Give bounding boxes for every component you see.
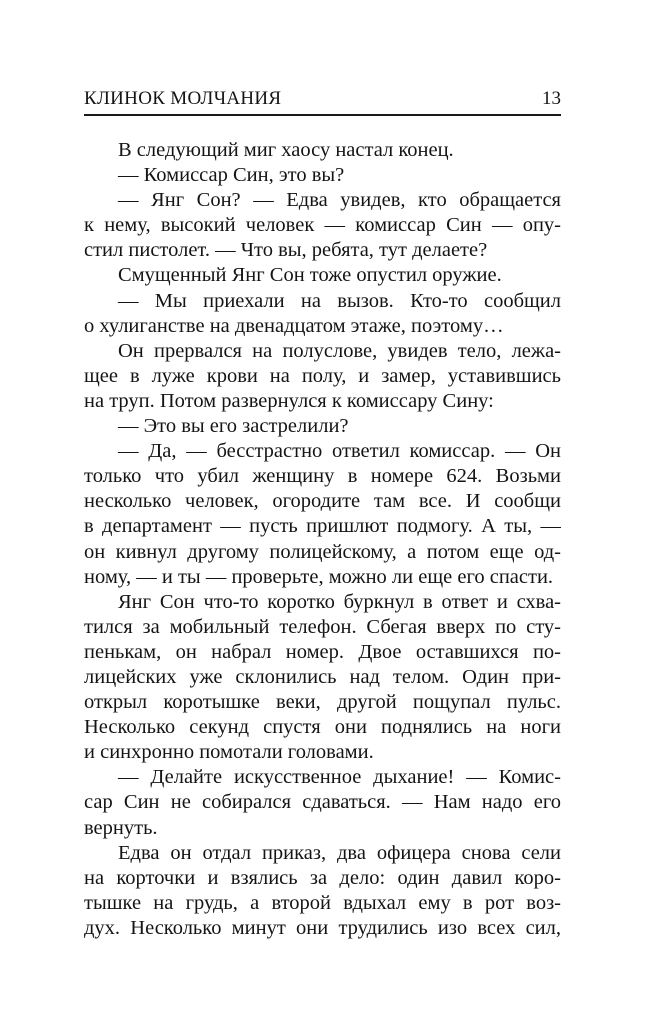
- text-line: — Это вы его застрелили?: [118, 415, 349, 438]
- running-header: [84, 84, 561, 116]
- text-line: Смущенный Янг Сон тоже опустил оружие.: [118, 264, 502, 287]
- text-line: открыл коротышке веки, другой пощупал пульс.: [84, 691, 561, 714]
- text-line: в департамент — пусть пришлют подмогу. А ты, —: [84, 515, 561, 538]
- page-number: 13: [542, 88, 561, 109]
- text-line: лицейских уже склонились над телом. Один при-: [84, 665, 561, 688]
- text-line: и синхронно помотали головами.: [84, 741, 374, 764]
- text-line: — Янг Сон? — Едва увидев, кто обращается: [118, 189, 561, 212]
- text-line: дух. Несколько минут они трудились изо всех сил,: [84, 916, 561, 939]
- text-line: вернуть.: [84, 816, 158, 839]
- text-line: сар Син не собирался сдаваться. — Нам надо его: [84, 791, 561, 814]
- text-line: тышке на грудь, а второй вдыхал ему в рот воз-: [84, 891, 561, 914]
- text-line: — Делайте искусственное дыхание! — Комис-: [118, 766, 561, 789]
- text-line: Несколько секунд спустя они поднялись на ноги: [84, 716, 561, 739]
- text-line: о хулиганстве на двенадцатом этаже, поэтому…: [84, 314, 504, 337]
- text-line: он кивнул другому полицейскому, а потом еще од-: [84, 540, 561, 563]
- text-line: пенькам, он набрал номер. Двое оставшихся по-: [84, 640, 561, 663]
- text-line: щее в луже крови на полу, и замер, уставившись: [84, 364, 561, 387]
- text-line: к нему, высокий человек — комиссар Син — опу-: [84, 214, 561, 237]
- text-line: стил пистолет. — Что вы, ребята, тут делаете?: [84, 239, 488, 262]
- body-text: [84, 138, 561, 941]
- text-line: В следующий миг хаосу настал конец.: [118, 139, 454, 161]
- text-line: — Да, — бесстрастно ответил комиссар. — Он: [118, 440, 561, 463]
- text-line: только что убил женщину в номере 624. Возьми: [84, 465, 561, 488]
- text-line: Янг Сон что-то коротко буркнул в ответ и схва-: [118, 590, 561, 613]
- text-line: Он прервался на полуслове, увидев тело, лежа-: [118, 339, 561, 362]
- text-line: тился за мобильный телефон. Сбегая вверх по сту-: [84, 615, 561, 638]
- text-line: — Комиссар Син, это вы?: [118, 164, 345, 187]
- text-line: Едва он отдал приказ, два офицера снова сели: [118, 841, 561, 864]
- text-line: — Мы приехали на вызов. Кто-то сообщил: [118, 289, 561, 312]
- text-line: ному, — и ты — проверьте, можно ли еще его спасти.: [84, 565, 554, 588]
- text-line: несколько человек, огородите там все. И сообщи: [84, 490, 561, 513]
- running-title: КЛИНОК МОЛЧАНИЯ: [84, 88, 282, 109]
- text-line: на труп. Потом развернулся к комиссару Сину:: [84, 389, 494, 412]
- text-line: на корточки и взялись за дело: один давил коро-: [84, 866, 561, 889]
